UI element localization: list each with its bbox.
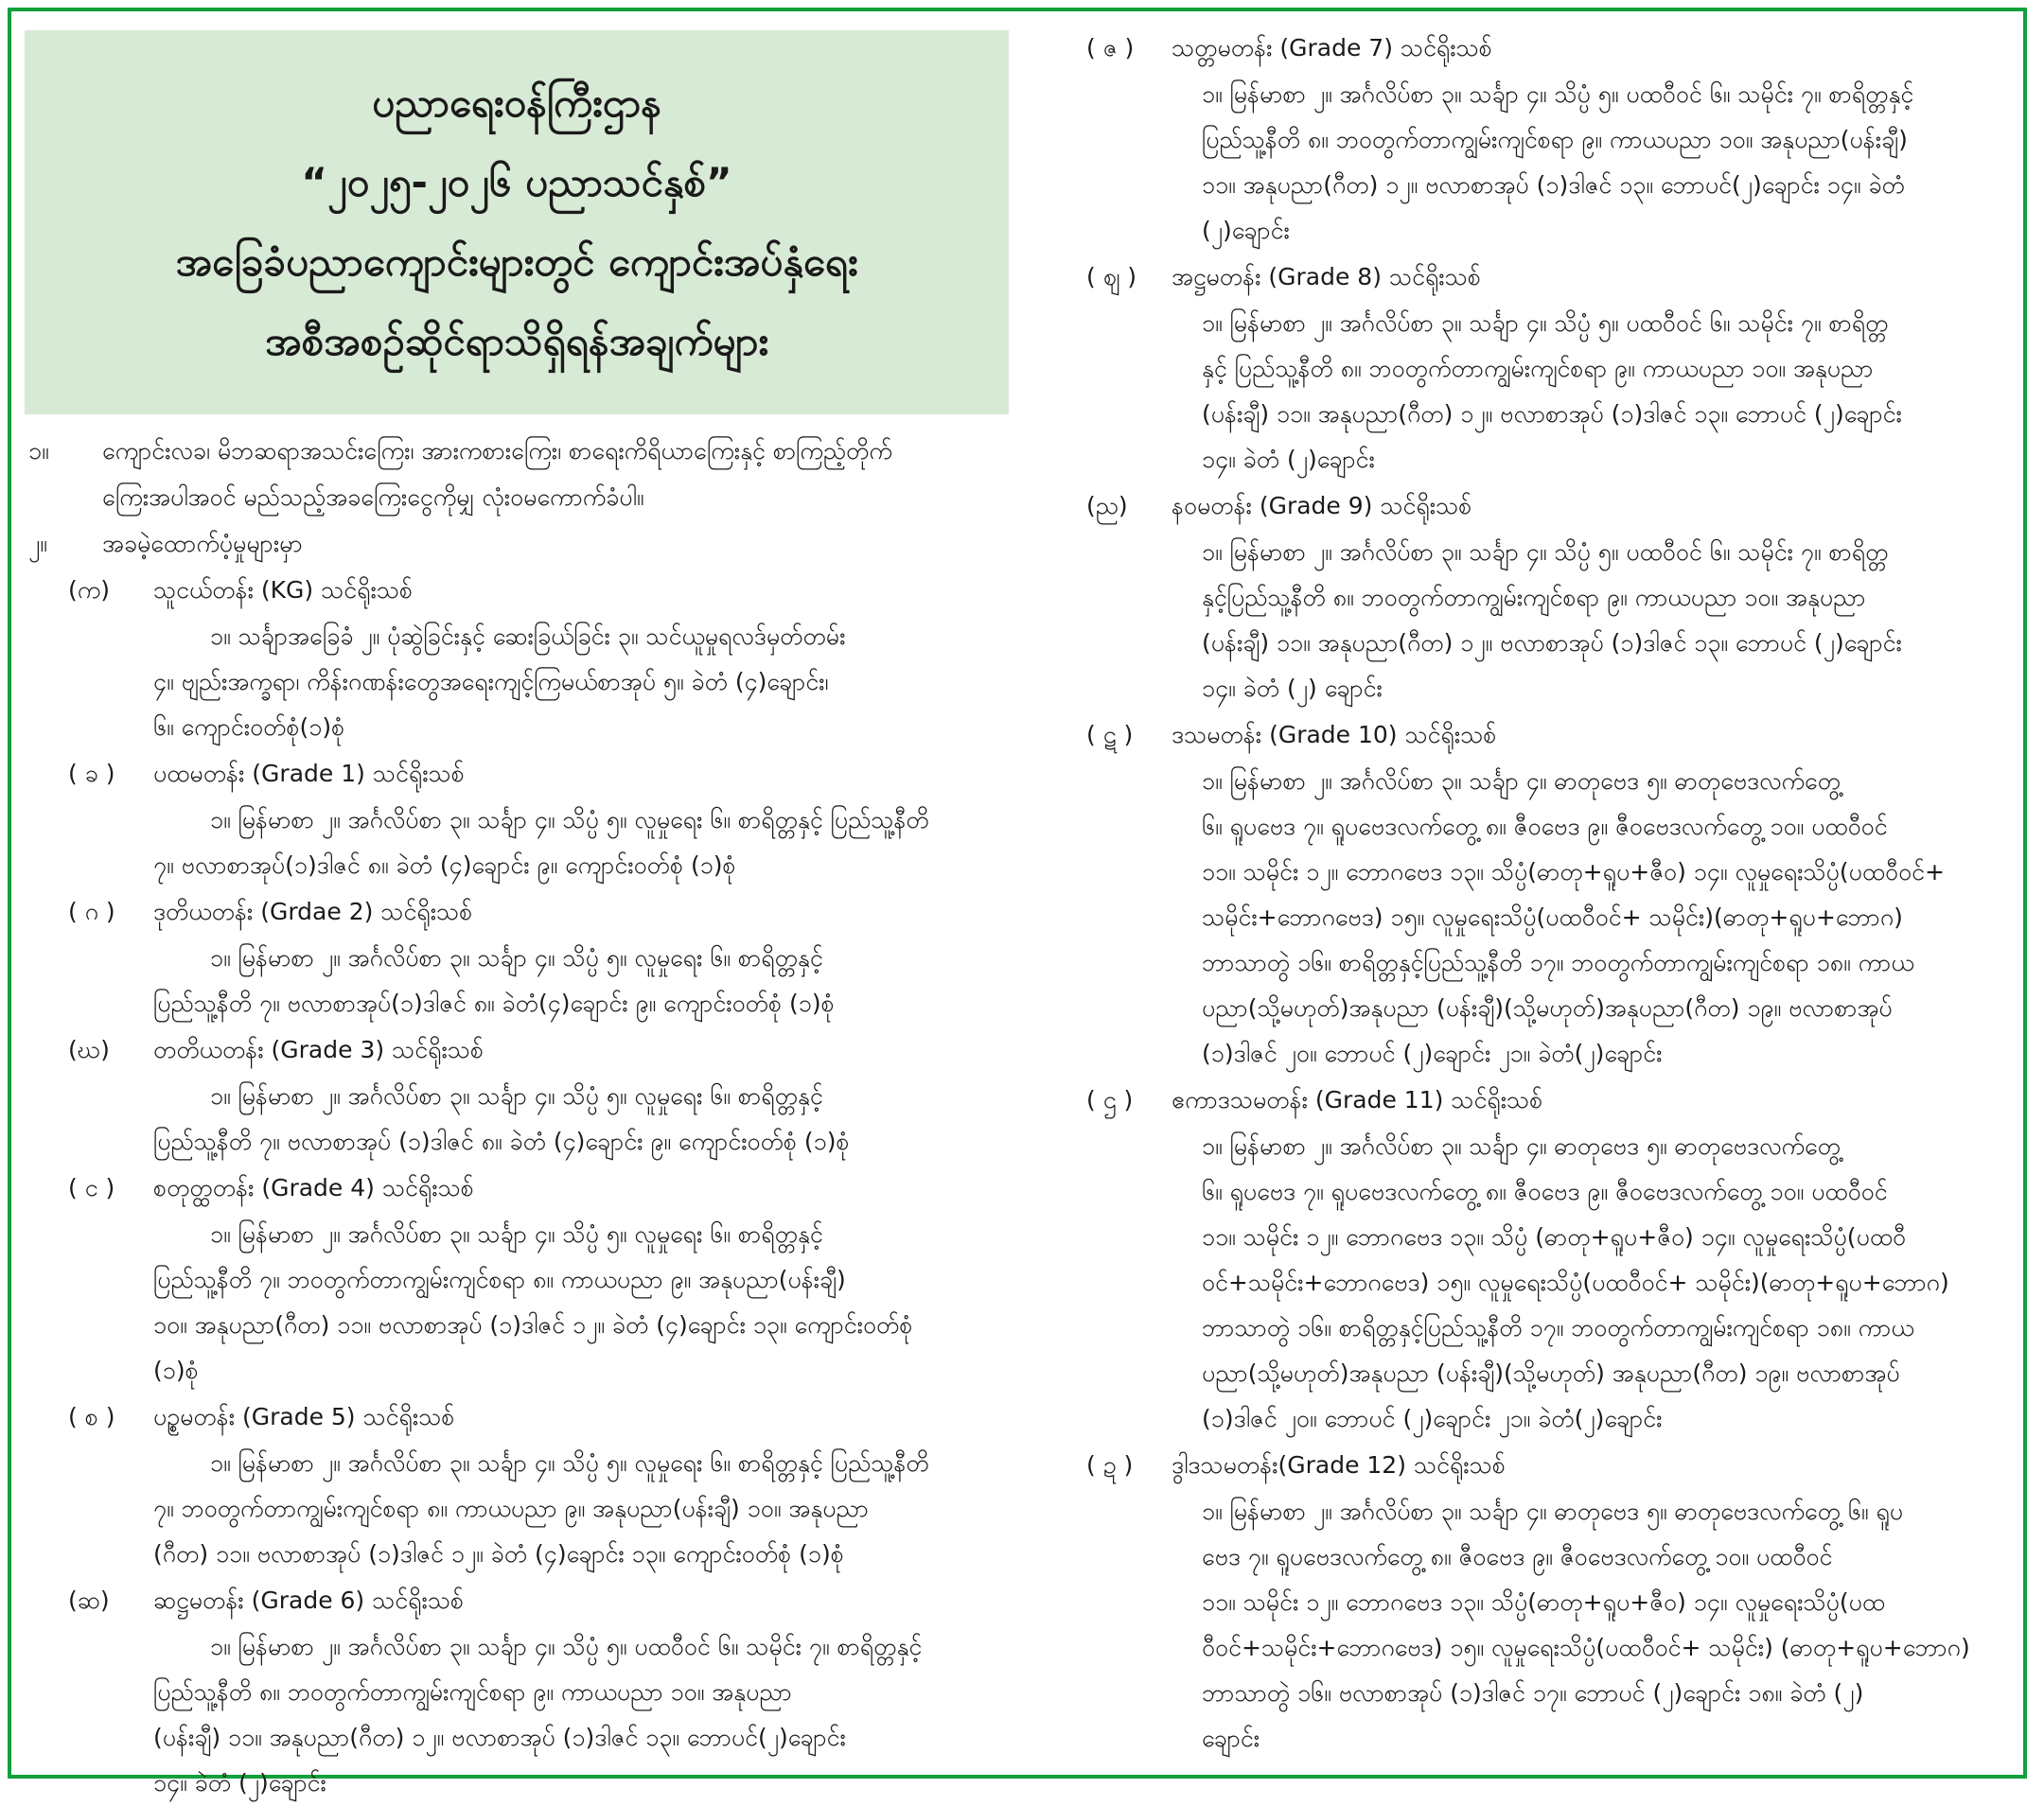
section-label: ( ဇ ) bbox=[1086, 34, 1135, 61]
section-line: ၁၁။ အနုပညာ(ဂီတ) ၁၂။ ဗလာစာအုပ် (၁)ဒါဇင် ၁၃။ ဘောပင်(၂)ချောင်း ၁၄။ ခဲတံ bbox=[1202, 171, 1905, 199]
section-line: ၁။ မြန်မာစာ ၂။ အင်္ဂလိပ်စာ ၃။ သင်္ချာ ၄။ သိပ္ပံ ၅။ လူမှုရေး ၆။ စာရိတ္တနှင့် ပြည်သူ့နီတိ bbox=[210, 806, 929, 833]
intro-item-2-text: အခမဲ့ထောက်ပံ့မှုများမှာ bbox=[102, 530, 303, 557]
section-line: ၁၀။ အနုပညာ(ဂီတ) ၁၁။ ဗလာစာအုပ် (၁)ဒါဇင် ၁၂။ ခဲတံ (၄)ချောင်း ၁၃။ ကျောင်းဝတ်စုံ bbox=[153, 1311, 913, 1339]
section-line: ပြည်သူ့နီတိ ၈။ ဘဝတွက်တာကျွမ်းကျင်စရာ ၉။ ကာယပညာ ၁၀။ အနုပညာ bbox=[153, 1678, 792, 1706]
section-line: ဘာသာတွဲ ၁၆။ စာရိတ္တနှင့်ပြည်သူ့နီတိ ၁၇။ ဘဝတွက်တာကျွမ်းကျင်စရာ ၁၈။ ကာယ bbox=[1202, 1314, 1914, 1341]
section-line: (၁)ဒါဇင် ၂၀။ ဘောပင် (၂)ချောင်း ၂၁။ ခဲတံ(၂)ချောင်း bbox=[1202, 1040, 1663, 1067]
section-line: ၁။ မြန်မာစာ ၂။ အင်္ဂလိပ်စာ ၃။ သင်္ချာ ၄။ သိပ္ပံ ၅။ ပထဝီဝင် ၆။ သမိုင်း ၇။ စာရိတ္တနှင့် bbox=[210, 1633, 923, 1660]
section-line: (၂)ချောင်း bbox=[1202, 217, 1290, 244]
section-line: ပြည်သူ့နီတိ ၇။ ဗလာစာအုပ်(၁)ဒါဇင် ၈။ ခဲတံ(၄)ချောင်း ၉။ ကျောင်းဝတ်စုံ (၁)စုံ bbox=[153, 990, 835, 1017]
left-column bbox=[21, 30, 1014, 1806]
section-line: (ပန်းချီ) ၁၁။ အနုပညာ(ဂီတ) ၁၂။ ဗလာစာအုပ် (၁)ဒါဇင် ၁၃။ ဘောပင်(၂)ချောင်း bbox=[153, 1724, 846, 1751]
section-line: ၇။ ဘဝတွက်တာကျွမ်းကျင်စရာ ၈။ ကာယပညာ ၉။ အနုပညာ(ပန်းချီ) ၁၀။ အနုပညာ bbox=[153, 1495, 869, 1522]
section-heading bbox=[1086, 254, 2023, 301]
section-line: (၁)စုံ bbox=[153, 1357, 199, 1384]
section-title: အဋ္ဌမတန်း (Grade 8) သင်ရိုးသစ် bbox=[1172, 263, 1481, 290]
section-label: ( ခ ) bbox=[68, 760, 115, 787]
section-line: ၁၁။ သမိုင်း ၁၂။ ဘောဂဗေဒ ၁၃။ သိပ္ပံ (ဓာတု+ရူပ+ဇီဝ) ၁၄။ လူမှုရေးသိပ္ပံ(ပထဝီ bbox=[1202, 1223, 1907, 1251]
section-line: (ဂီတ) ၁၁။ ဗလာစာအုပ် (၁)ဒါဇင် ၁၂။ ခဲတံ (၄)ချောင်း ၁၃။ ကျောင်းဝတ်စုံ (၁)စုံ bbox=[153, 1540, 844, 1568]
section-title: နဝမတန်း (Grade 9) သင်ရိုးသစ် bbox=[1172, 492, 1472, 519]
section-title: သတ္တမတန်း (Grade 7) သင်ရိုးသစ် bbox=[1172, 34, 1492, 61]
section-label: (ည) bbox=[1086, 492, 1128, 519]
section-line: နှင့်ပြည်သူ့နီတိ ၈။ ဘဝတွက်တာကျွမ်းကျင်စရာ ၉။ ကာယပညာ ၁၀။ အနုပညာ bbox=[1202, 584, 1866, 611]
intro-item-1-number: ၁။ bbox=[28, 437, 49, 465]
intro-item-1-line-1: ကျောင်းလခ၊ မိဘဆရာအသင်းကြေး၊ အားကစားကြေး၊ စာရေးကိရိယာကြေးနှင့် စာကြည့်တိုက် bbox=[102, 437, 892, 465]
section-label: ( ဈ ) bbox=[1086, 263, 1137, 290]
title-line-1: ပညာရေးဝန်ကြီးဌာန bbox=[372, 79, 661, 126]
grade-section bbox=[21, 888, 1014, 1026]
right-column bbox=[1086, 25, 2023, 1762]
section-line: ၁။ မြန်မာစာ ၂။ အင်္ဂလိပ်စာ ၃။ သင်္ချာ ၄။ သိပ္ပံ ၅။ လူမှုရေး ၆။ စာရိတ္တနှင့် ပြည်သူ့နီတိ bbox=[210, 1449, 929, 1477]
grade-section bbox=[21, 1026, 1014, 1165]
section-title: ဆဋ္ဌမတန်း (Grade 6) သင်ရိုးသစ် bbox=[153, 1587, 465, 1614]
section-line: ပြည်သူ့နီတိ ၇။ ဘဝတွက်တာကျွမ်းကျင်စရာ ၈။ ကာယပညာ ၉။ အနုပညာ(ပန်းချီ) bbox=[153, 1266, 846, 1293]
intro-item-1 bbox=[21, 428, 1014, 474]
grade-section bbox=[1086, 25, 2023, 254]
section-label: ( ဍ ) bbox=[1086, 1451, 1134, 1479]
right-sections bbox=[1086, 25, 2023, 1762]
section-line: ပြည်သူ့နီတိ ၇။ ဗလာစာအုပ် (၁)ဒါဇင် ၈။ ခဲတံ (၄)ချောင်း ၉။ ကျောင်းဝတ်စုံ (၁)စုံ bbox=[153, 1128, 850, 1155]
left-sections bbox=[21, 567, 1014, 1806]
section-line: ၇။ ဗလာစာအုပ်(၁)ဒါဇင် ၈။ ခဲတံ (၄)ချောင်း ၉။ ကျောင်းဝတ်စုံ (၁)စုံ bbox=[153, 851, 736, 879]
section-line: ဝီဝင်+သမိုင်း+ဘောဂဗေဒ) ၁၅။ လူမှုရေးသိပ္ပံ(ပထဝီဝင်+ သမိုင်း) (ဓာတု+ရူပ+ဘောဂ) bbox=[1202, 1634, 1970, 1661]
section-line: ၁၁။ သမိုင်း ၁၂။ ဘောဂဗေဒ ၁၃။ သိပ္ပံ(ဓာတု+ရူပ+ဇီဝ) ၁၄။ လူမှုရေးသိပ္ပံ(ပထဝီဝင်+ bbox=[1202, 858, 1945, 885]
grade-section bbox=[1086, 482, 2023, 711]
section-label: ( ဂ ) bbox=[68, 898, 115, 925]
intro-item-1-line-2: ကြေးအပါအဝင် မည်သည့်အခကြေးငွေကိုမျှ လုံးဝမကောက်ခံပါ။ bbox=[102, 483, 644, 511]
section-title: သူငယ်တန်း (KG) သင်ရိုးသစ် bbox=[153, 576, 414, 604]
intro-item-2 bbox=[21, 520, 1014, 567]
section-label: (က) bbox=[68, 576, 110, 604]
title-line-3: အခြေခံပညာကျောင်းများတွင် ကျောင်းအပ်နှံရေး bbox=[175, 238, 858, 285]
section-heading bbox=[1086, 1077, 2023, 1124]
section-heading bbox=[1086, 711, 2023, 759]
section-label: ( ဋ ) bbox=[1086, 721, 1134, 748]
section-line: ၄။ ဗျည်းအက္ခရာ၊ ကိန်းဂဏန်းတွေအရေးကျင့်ကြမယ်စာအုပ် ၅။ ခဲတံ (၄)ချောင်း၊ bbox=[153, 668, 829, 695]
title-line-4: အစီအစဉ်ဆိုင်ရာသိရှိရန်အချက်များ bbox=[264, 318, 768, 364]
section-title: ဒွါဒသမတန်း(Grade 12) သင်ရိုးသစ် bbox=[1172, 1451, 1506, 1479]
section-line: ဗေဒ ၇။ ရူပဗေဒလက်တွေ့ ၈။ ဇီဝဗေဒ ၉။ ဇီဝဗေဒလက်တွေ့ ၁၀။ ပထဝီဝင် bbox=[1202, 1543, 1833, 1570]
section-line: ၁။ မြန်မာစာ ၂။ အင်္ဂလိပ်စာ ၃။ သင်္ချာ ၄။ သိပ္ပံ ၅။ ပထဝီဝင် ၆။ သမိုင်း ၇။ စာရိတ္တ bbox=[1202, 538, 1889, 566]
section-label: ( စ ) bbox=[68, 1403, 115, 1430]
section-line: ၁၁။ သမိုင်း ၁၂။ ဘောဂဗေဒ ၁၃။ သိပ္ပံ(ဓာတု+ရူပ+ဇီဝ) ၁၄။ လူမှုရေးသိပ္ပံ(ပထ bbox=[1202, 1588, 1886, 1616]
section-label: (ဆ) bbox=[68, 1587, 110, 1614]
section-label: (ဃ) bbox=[68, 1036, 110, 1063]
section-heading bbox=[1086, 1442, 2023, 1489]
section-line: ၁၄။ ခဲတံ (၂)ချောင်း bbox=[153, 1769, 326, 1797]
grade-section bbox=[21, 1165, 1014, 1394]
section-line: ၁။ မြန်မာစာ ၂။ အင်္ဂလိပ်စာ ၃။ သင်္ချာ ၄။ ဓာတုဗေဒ ၅။ ဓာတုဗေဒလက်တွေ့ bbox=[1202, 767, 1841, 795]
section-heading bbox=[21, 750, 1014, 798]
section-line: ၁။ မြန်မာစာ ၂။ အင်္ဂလိပ်စာ ၃။ သင်္ချာ ၄။ သိပ္ပံ ၅။ လူမှုရေး ၆။ စာရိတ္တနှင့် bbox=[210, 1220, 823, 1248]
section-title: ပထမတန်း (Grade 1) သင်ရိုးသစ် bbox=[153, 760, 465, 787]
section-line: ၁။ မြန်မာစာ ၂။ အင်္ဂလိပ်စာ ၃။ သင်္ချာ ၄။ ဓာတုဗေဒ ၅။ ဓာတုဗေဒလက်တွေ့ ၆။ ရူပ bbox=[1202, 1498, 1904, 1525]
grade-section bbox=[1086, 254, 2023, 482]
section-title: ပဉ္စမတန်း (Grade 5) သင်ရိုးသစ် bbox=[153, 1403, 455, 1430]
section-heading bbox=[21, 888, 1014, 936]
section-line: (ပန်းချီ) ၁၁။ အနုပညာ(ဂီတ) ၁၂။ ဗလာစာအုပ် (၁)ဒါဇင် ၁၃။ ဘောပင် (၂)ချောင်း bbox=[1202, 400, 1902, 428]
section-line: ၆။ ကျောင်းဝတ်စုံ(၁)စုံ bbox=[153, 713, 345, 741]
section-title: ဒသမတန်း (Grade 10) သင်ရိုးသစ် bbox=[1172, 721, 1497, 748]
section-line: (ပန်းချီ) ၁၁။ အနုပညာ(ဂီတ) ၁၂။ ဗလာစာအုပ် (၁)ဒါဇင် ၁၃။ ဘောပင် (၂)ချောင်း bbox=[1202, 629, 1902, 657]
section-line: နှင့် ပြည်သူ့နီတိ ၈။ ဘဝတွက်တာကျွမ်းကျင်စရာ ၉။ ကာယပညာ ၁၀။ အနုပညာ bbox=[1202, 355, 1874, 382]
section-heading bbox=[21, 567, 1014, 614]
section-heading bbox=[1086, 482, 2023, 530]
grade-section bbox=[1086, 711, 2023, 1077]
section-line: ပညာ(သို့မဟုတ်)အနုပညာ (ပန်းချီ)(သို့မဟုတ်)အနုပညာ(ဂီတ) ၁၉။ ဗလာစာအုပ် bbox=[1202, 994, 1893, 1022]
section-line: ၁။ မြန်မာစာ ၂။ အင်္ဂလိပ်စာ ၃။ သင်္ချာ ၄။ ဓာတုဗေဒ ၅။ ဓာတုဗေဒလက်တွေ့ bbox=[1202, 1132, 1841, 1160]
section-line: ၁၄။ ခဲတံ (၂) ချောင်း bbox=[1202, 675, 1383, 702]
section-title: ဧကာဒသမတန်း (Grade 11) သင်ရိုးသစ် bbox=[1172, 1086, 1543, 1113]
section-line: သမိုင်း+ဘောဂဗေဒ) ၁၅။ လူမှုရေးသိပ္ပံ(ပထဝီဝင်+ သမိုင်း)(ဓာတု+ရူပ+ဘောဂ) bbox=[1202, 903, 1903, 931]
section-line: ၁။ မြန်မာစာ ၂။ အင်္ဂလိပ်စာ ၃။ သင်္ချာ ၄။ သိပ္ပံ ၅။ ပထဝီဝင် ၆။ သမိုင်း ၇။ စာရိတ္တ bbox=[1202, 309, 1889, 337]
section-line: ဘာသာတွဲ ၁၆။ စာရိတ္တနှင့်ပြည်သူ့နီတိ ၁၇။ ဘဝတွက်တာကျွမ်းကျင်စရာ ၁၈။ ကာယ bbox=[1202, 949, 1914, 976]
section-line: ဝင်+သမိုင်း+ဘောဂဗေဒ) ၁၅။ လူမှုရေးသိပ္ပံ(ပထဝီဝင်+ သမိုင်း)(ဓာတု+ရူပ+ဘောဂ) bbox=[1202, 1269, 1949, 1296]
grade-section bbox=[1086, 1077, 2023, 1442]
section-line: ချောင်း bbox=[1202, 1725, 1260, 1752]
section-heading bbox=[21, 1577, 1014, 1624]
section-line: ၁။ သင်္ချာအခြေခံ ၂။ ပုံဆွဲခြင်းနှင့် ဆေးခြယ်ခြင်း ၃။ သင်ယူမှုရလဒ်မှတ်တမ်း bbox=[210, 622, 846, 650]
section-title: တတိယတန်း (Grade 3) သင်ရိုးသစ် bbox=[153, 1036, 485, 1063]
section-line: ပြည်သူ့နီတိ ၈။ ဘဝတွက်တာကျွမ်းကျင်စရာ ၉။ ကာယပညာ ၁၀။ အနုပညာ(ပန်းချီ) bbox=[1202, 126, 1908, 153]
section-title: စတုတ္ထတန်း (Grade 4) သင်ရိုးသစ် bbox=[153, 1174, 474, 1201]
section-title: ဒုတိယတန်း (Grdae 2) သင်ရိုးသစ် bbox=[153, 898, 473, 925]
section-heading bbox=[21, 1026, 1014, 1074]
grade-section bbox=[21, 1577, 1014, 1806]
intro-item-2-number: ၂။ bbox=[28, 530, 47, 557]
section-line: (၁)ဒါဇင် ၂၀။ ဘောပင် (၂)ချောင်း ၂၁။ ခဲတံ(၂)ချောင်း bbox=[1202, 1405, 1663, 1432]
left-body bbox=[21, 428, 1014, 1806]
section-line: ၁။ မြန်မာစာ ၂။ အင်္ဂလိပ်စာ ၃။ သင်္ချာ ၄။ သိပ္ပံ ၅။ လူမှုရေး ၆။ စာရိတ္တနှင့် bbox=[210, 944, 823, 972]
grade-section bbox=[1086, 1442, 2023, 1762]
title-line-2: “၂၀၂၅-၂၀၂၆ ပညာသင်နှစ်” bbox=[301, 159, 732, 205]
section-line: ဘာသာတွဲ ၁၆။ ဗလာစာအုပ် (၁)ဒါဇင် ၁၇။ ဘောပင် (၂)ချောင်း ၁၈။ ခဲတံ (၂) bbox=[1202, 1679, 1864, 1707]
grade-section bbox=[21, 1394, 1014, 1577]
section-heading bbox=[21, 1394, 1014, 1441]
grade-section bbox=[21, 750, 1014, 888]
section-line: ၁။ မြန်မာစာ ၂။ အင်္ဂလိပ်စာ ၃။ သင်္ချာ ၄။ သိပ္ပံ ၅။ လူမှုရေး ၆။ စာရိတ္တနှင့် bbox=[210, 1082, 823, 1110]
section-line: ၁။ မြန်မာစာ ၂။ အင်္ဂလိပ်စာ ၃။ သင်္ချာ ၄။ သိပ္ပံ ၅။ ပထဝီဝင် ၆။ သမိုင်း ၇။ စာရိတ္တနှင့် bbox=[1202, 80, 1914, 108]
grade-section bbox=[21, 567, 1014, 750]
section-line: ပညာ(သို့မဟုတ်)အနုပညာ (ပန်းချီ)(သို့မဟုတ်) အနုပညာ(ဂီတ) ၁၉။ ဗလာစာအုပ် bbox=[1202, 1359, 1900, 1387]
section-line: ၁၄။ ခဲတံ (၂)ချောင်း bbox=[1202, 446, 1375, 473]
section-heading bbox=[1086, 25, 2023, 72]
section-label: ( င ) bbox=[68, 1174, 115, 1201]
title-box bbox=[25, 30, 1009, 414]
section-heading bbox=[21, 1165, 1014, 1212]
section-line: ၆။ ရူပဗေဒ ၇။ ရူပဗေဒလက်တွေ့ ၈။ ဇီဝဗေဒ ၉။ ဇီဝဗေဒလက်တွေ့ ၁၀။ ပထဝီဝင် bbox=[1202, 1178, 1888, 1205]
section-line: ၆။ ရူပဗေဒ ၇။ ရူပဗေဒလက်တွေ့ ၈။ ဇီဝဗေဒ ၉။ ဇီဝဗေဒလက်တွေ့ ၁၀။ ပထဝီဝင် bbox=[1202, 813, 1888, 840]
section-label: ( ဌ ) bbox=[1086, 1086, 1134, 1113]
